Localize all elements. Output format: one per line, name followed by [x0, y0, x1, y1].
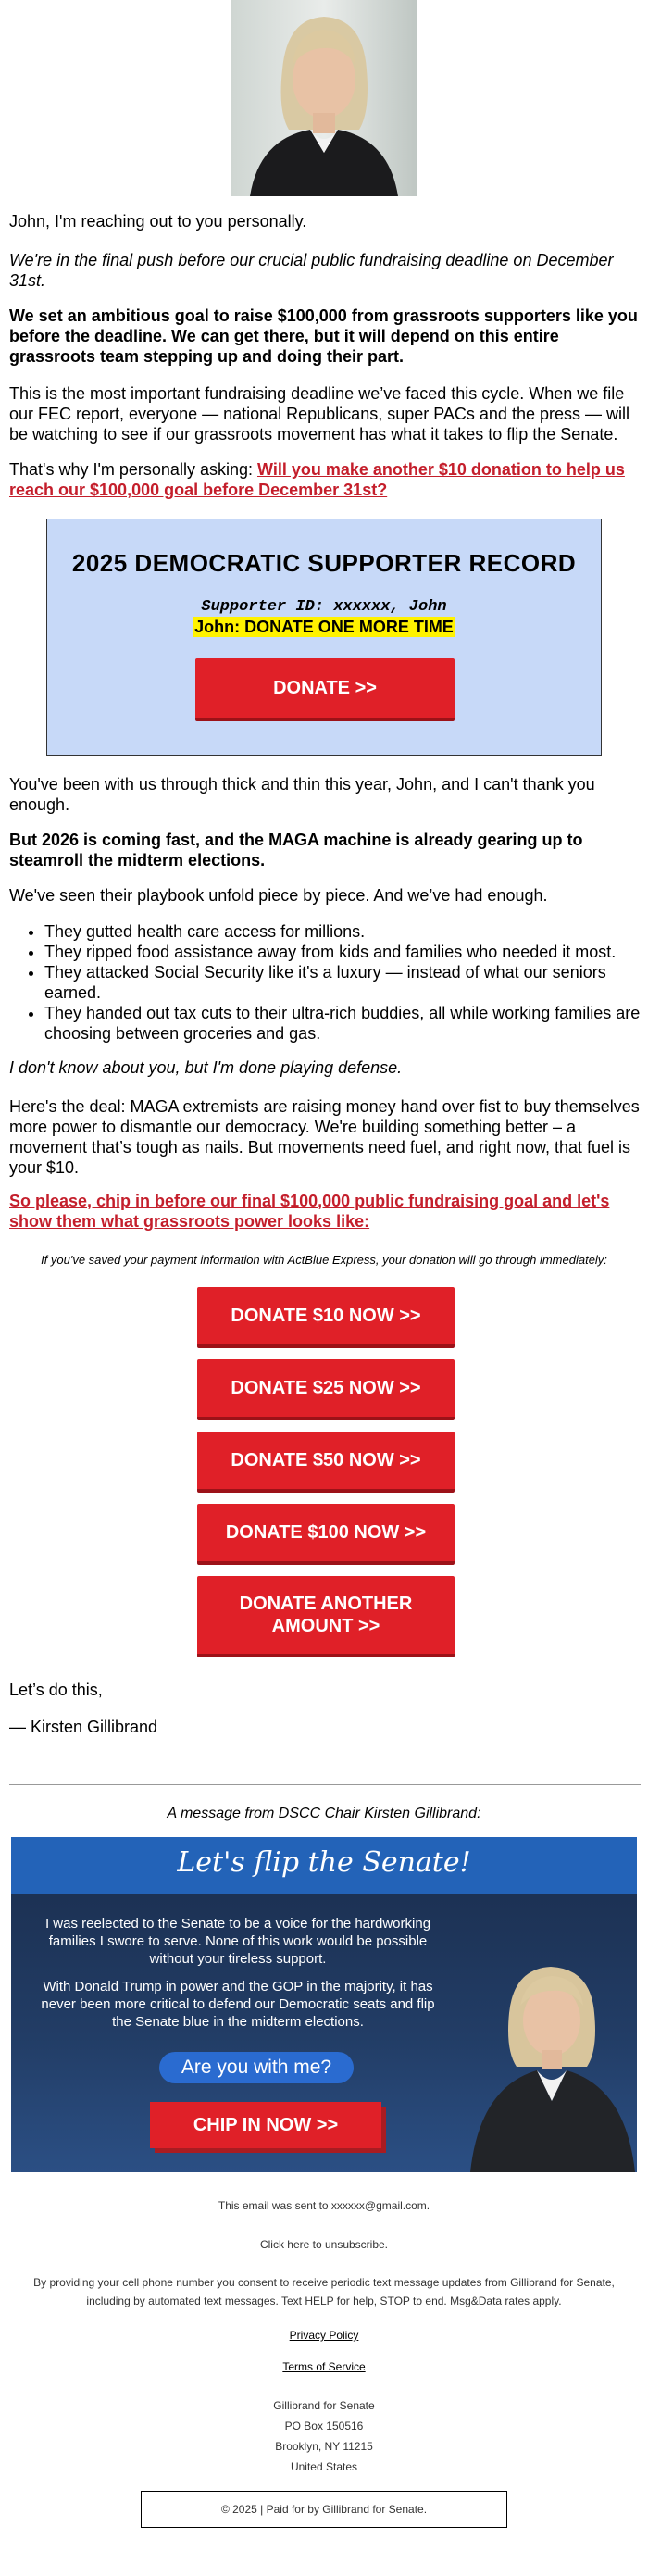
deal-text: Here's the deal: MAGA extremists are raising money hand over fist to buy themselves more power to dismantle our democracy. We're building something better – a movement that’s tough as nails. But movements need fuel, and right now, that fuel is your $10. — [9, 1097, 640, 1177]
banner-script-title: Let's flip the Senate! — [177, 1846, 471, 1879]
asking-prefix: That's why I'm personally asking: — [9, 460, 257, 479]
sms-consent-text: By providing your cell phone number you consent to receive periodic text message updates from Gillibrand for Senate, including by automated text messages. Text HELP for help, STOP to end. Msg&Data rates apply. — [33, 2276, 615, 2307]
donate-10-button[interactable]: DONATE $10 NOW >> — [197, 1287, 455, 1348]
donate-other-button[interactable]: DONATE ANOTHER AMOUNT >> — [197, 1576, 455, 1657]
asking-paragraph — [9, 459, 641, 500]
closing-text: Let’s do this, — [9, 1681, 103, 1699]
list-item: • They gutted health care access for millions. — [44, 921, 648, 942]
maga-text: But 2026 is coming fast, and the MAGA machine is already gearing up to steamroll the midterm elections. — [9, 831, 583, 869]
terms-of-service-link[interactable]: Terms of Service — [282, 2360, 366, 2373]
chip-in-link[interactable]: So please, chip in before our final $100,000 public fundraising goal and let's show them what grassroots power looks like: — [9, 1192, 610, 1231]
banner-paragraph-2: With Donald Trump in power and the GOP in the majority, it has never been more critical to defend our Democratic seats and flip the Senate blue in the midterm elections. — [41, 1979, 435, 2030]
dscc-message: A message from DSCC Chair Kirsten Gillibrand: — [167, 1806, 481, 1821]
banner-paragraph-1: I was reelected to the Senate to be a voice for the hardworking families I swore to serve. None of this work would be possible without your tireless support. — [44, 1916, 431, 1967]
donate-100-button[interactable]: DONATE $100 NOW >> — [197, 1504, 455, 1565]
privacy-policy-link[interactable]: Privacy Policy — [289, 2329, 359, 2342]
divider — [9, 1784, 641, 1785]
greeting-text: John, I'm reaching out to you personally. — [9, 212, 307, 231]
list-item: • They ripped food assistance away from kids and families who needed it most. — [44, 942, 648, 962]
org-name: Gillibrand for Senate — [273, 2399, 375, 2412]
donate-50-button[interactable]: DONATE $50 NOW >> — [197, 1432, 455, 1493]
banner-question-pill: Are you with me? — [159, 2052, 354, 2083]
sent-to-text: This email was sent to xxxxxx@gmail.com. — [218, 2199, 430, 2212]
thanks-text: You've been with us through thick and thin this year, John, and I can't thank you enough. — [9, 775, 595, 814]
paid-for-box: © 2025 | Paid for by Gillibrand for Senate. — [141, 2491, 507, 2528]
chip-in-banner[interactable] — [11, 1837, 637, 2172]
asking-donate-link[interactable]: Will you make another $10 donation to help us reach our $100,000 goal before December 31st? — [9, 460, 625, 499]
list-item: • They handed out tax cuts to their ultra-rich buddies, all while working families are choosing between groceries and gas. — [44, 1003, 648, 1044]
attack-list — [9, 921, 648, 1044]
signature-text: — Kirsten Gillibrand — [9, 1718, 158, 1736]
donate-25-button[interactable]: DONATE $25 NOW >> — [197, 1359, 455, 1420]
privacy-paragraph — [0, 2326, 648, 2345]
playbook-text: We've seen their playbook unfold piece by piece. And we’ve had enough. — [9, 886, 548, 905]
portrait-photo — [231, 0, 417, 196]
city-line: Brooklyn, NY 11215 — [275, 2440, 373, 2453]
terms-paragraph — [0, 2357, 648, 2376]
actblue-note: If you've saved your payment information with ActBlue Express, your donation will go through immediately: — [41, 1253, 607, 1267]
donate-highlight-text: John: DONATE ONE MORE TIME — [194, 618, 454, 636]
unsubscribe-paragraph — [0, 2235, 648, 2254]
banner-portrait — [463, 1948, 637, 2172]
list-item: • They attacked Social Security like it's a luxury — instead of what our seniors earned. — [44, 962, 648, 1003]
important-text: This is the most important fundraising deadline we’ve faced this cycle. When we file our FEC report, everyone — national Republicans, super PACs and the press — will be watching to see if our grassroots movement has what it takes to flip the Senate. — [9, 384, 629, 444]
banner-chip-in-button[interactable]: CHIP IN NOW >> — [150, 2102, 381, 2148]
unsubscribe-link[interactable]: Click here to unsubscribe. — [259, 2238, 389, 2251]
supporter-id: Supporter ID: xxxxxx, John — [201, 598, 447, 616]
goal-text: We set an ambitious goal to raise $100,000 from grassroots supporters like you before the deadline. We can get there, but it will depend on this entire grassroots team stepping up and doing their part. — [9, 306, 638, 366]
donate-highlight — [47, 618, 601, 637]
po-box: PO Box 150516 — [284, 2420, 364, 2432]
defense-text: I don't know about you, but I'm done playing defense. — [9, 1058, 403, 1077]
country-line: United States — [290, 2460, 358, 2473]
record-title: 2025 DEMOCRATIC SUPPORTER RECORD — [71, 549, 577, 577]
record-donate-button[interactable]: DONATE >> — [195, 658, 455, 721]
supporter-record-box — [46, 519, 602, 756]
final-push-text: We're in the final push before our crucial public fundraising deadline on December 31st. — [9, 251, 614, 290]
chip-paragraph — [9, 1191, 641, 1232]
